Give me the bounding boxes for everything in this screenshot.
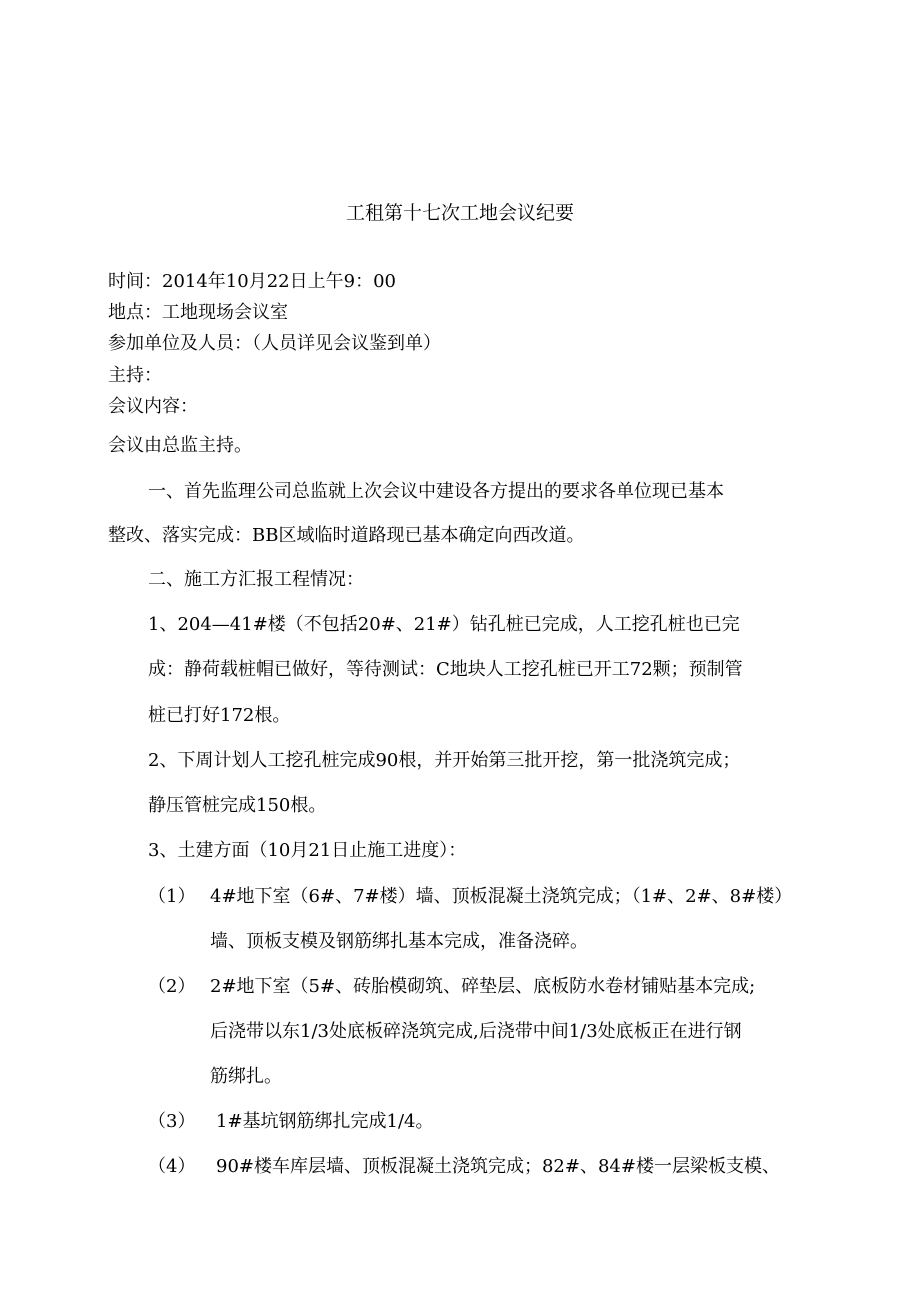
sub1-line2: 墙、顶板支模及钢筋绑扎基本完成，准备浇碎。 (210, 931, 588, 952)
item1-line2: 成：静荷载桩帽已做好，等待测试：C地块人工挖孔桩已开工72颗；预制管 (148, 659, 743, 680)
section1-line2: 整改、落实完成：BB区域临时道路现已基本确定向西改道。 (108, 525, 585, 546)
meeting-place: 地点：工地现场会议室 (108, 302, 288, 323)
section1-line1: 一、首先监理公司总监就上次会议中建设各方提出的要求各单位现已基本 (148, 481, 724, 502)
sub1-line1: 4#地下室（6#、7#楼）墙、顶板混凝土浇筑完成；（1#、2#、8#楼） (210, 886, 793, 907)
item1-line3: 桩已打好172根。 (148, 705, 291, 726)
item2-line2: 静压管桩完成150根。 (148, 795, 327, 816)
meeting-time: 时间：2014年10月22日上午9：00 (108, 271, 396, 292)
sub2-line2: 后浇带以东1/3处底板碎浇筑完成,后浇带中间1/3处底板正在进行钢 (210, 1021, 742, 1042)
sub4-number: （4） (148, 1156, 196, 1177)
item3-heading: 3、土建方面（10月21日止施工进度）： (148, 840, 467, 861)
document-title: 工租第十七次工地会议纪要 (345, 202, 574, 224)
sub2-number: （2） (148, 976, 196, 997)
meeting-host: 主持： (108, 365, 162, 386)
intro-paragraph: 会议由总监主持。 (108, 435, 252, 456)
sub3-line1: 1#基坑钢筋绑扎完成1/4。 (216, 1111, 434, 1132)
section2-heading: 二、施工方汇报工程情况： (148, 569, 364, 590)
meeting-attendees: 参加单位及人员：（人员详见会议鉴到单） (108, 333, 441, 354)
item1-line1: 1、204—41#楼（不包括20#、21#）钻孔桩已完成，人工挖孔桩也已完 (148, 614, 740, 635)
sub2-line1: 2#地下室（5#、砖胎模砌筑、碎垫层、底板防水卷材铺贴基本完成; (210, 976, 756, 997)
sub3-number: （3） (148, 1111, 196, 1132)
sub1-number: （1） (148, 886, 196, 907)
sub4-line1: 90#楼车库层墙、顶板混凝土浇筑完成；82#、84#楼一层梁板支模、 (216, 1156, 780, 1177)
sub2-line3: 筋绑扎。 (210, 1066, 282, 1087)
item2-line1: 2、下周计划人工挖孔桩完成90根，并开始第三批开挖，第一批浇筑完成； (148, 750, 741, 771)
meeting-content-label: 会议内容： (108, 396, 198, 417)
